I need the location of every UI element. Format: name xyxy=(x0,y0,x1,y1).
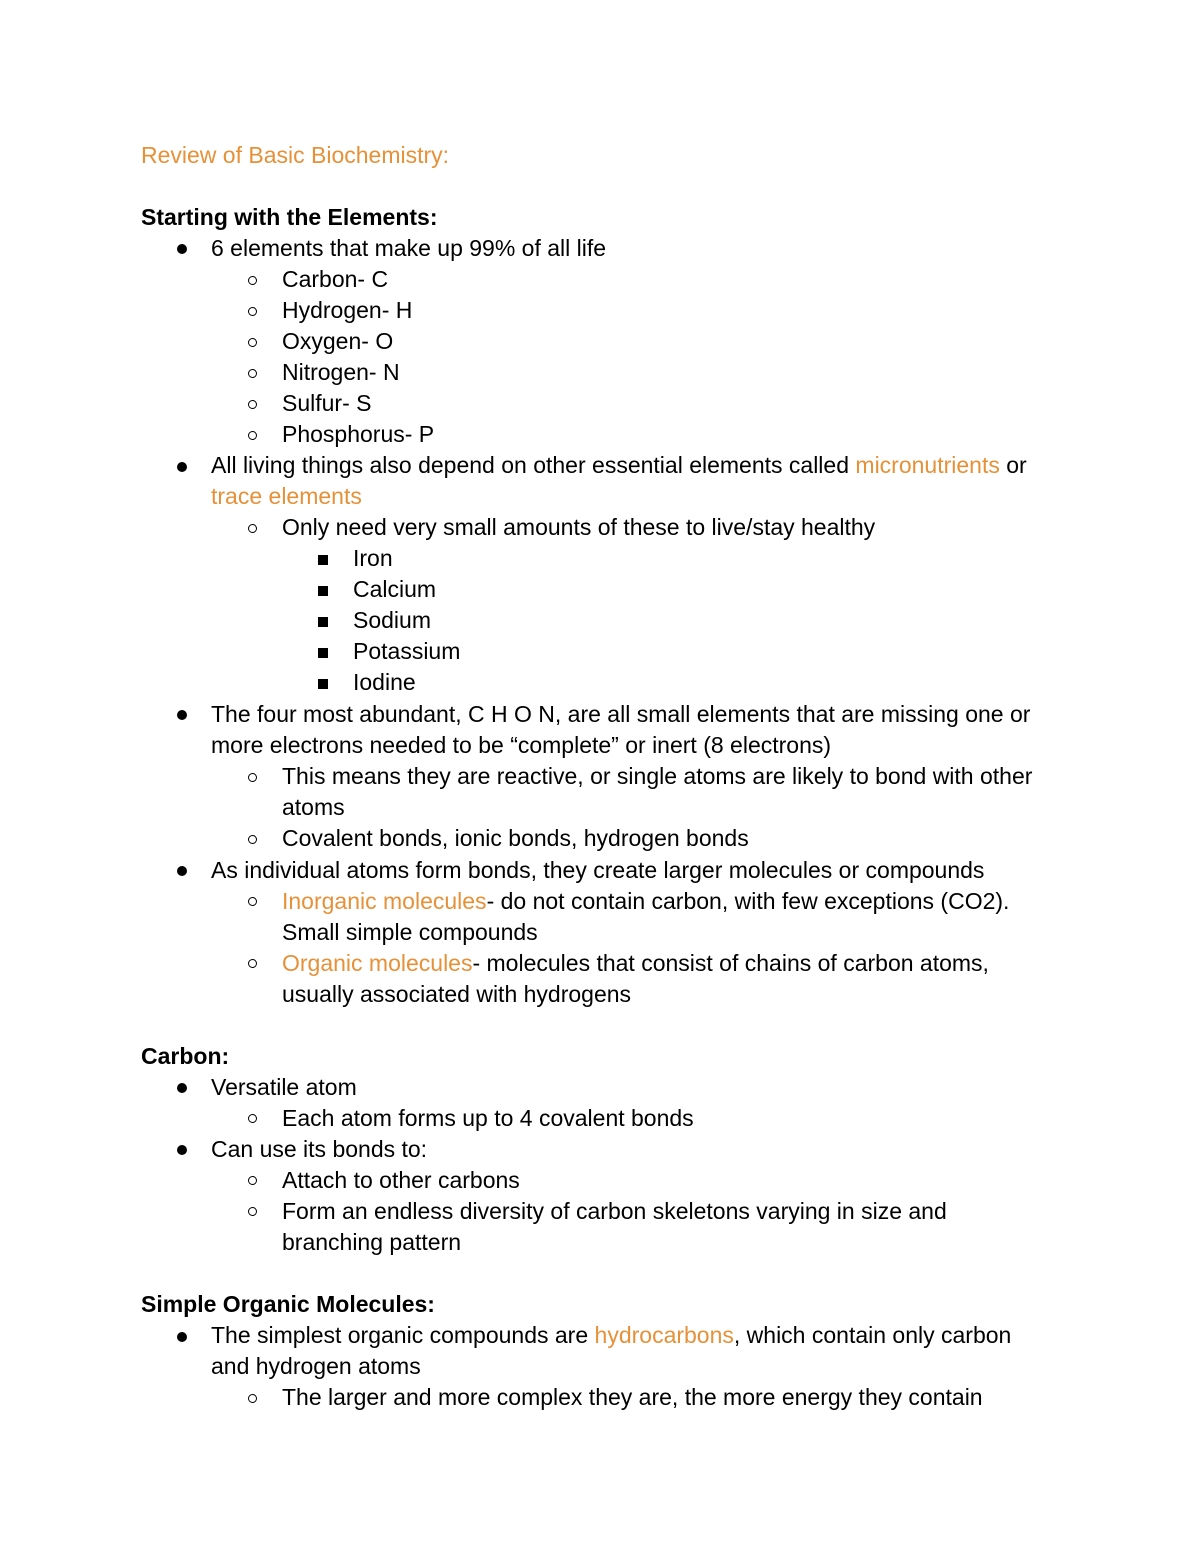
bullet-circle xyxy=(248,1207,257,1216)
highlight-term: hydrocarbons xyxy=(594,1322,734,1348)
list-item-continuation: usually associated with hydrogens xyxy=(282,981,632,1007)
list-item: Carbon- C xyxy=(282,266,389,292)
list-item-continuation: branching pattern xyxy=(282,1229,462,1255)
list-item: Form an endless diversity of carbon skeletons varying in size and xyxy=(282,1198,947,1224)
list-item: As individual atoms form bonds, they create larger molecules or compounds xyxy=(211,857,985,883)
bullet-circle xyxy=(248,1394,257,1403)
highlight-term: trace elements xyxy=(211,483,362,509)
document-title: Review of Basic Biochemistry: xyxy=(141,142,450,168)
bullet-circle xyxy=(248,431,257,440)
bullet-square xyxy=(318,555,328,565)
bullet-disc xyxy=(177,244,187,254)
bullet-square xyxy=(318,648,328,658)
highlight-term: Organic molecules xyxy=(282,950,473,976)
list-item-continuation: atoms xyxy=(282,794,345,820)
bullet-circle xyxy=(248,338,257,347)
list-item: Hydrogen- H xyxy=(282,297,413,323)
list-item-continuation: more electrons needed to be “complete” or inert (8 electrons) xyxy=(211,732,832,758)
list-item: Covalent bonds, ionic bonds, hydrogen bonds xyxy=(282,825,749,851)
text-run: All living things also depend on other essential elements called xyxy=(211,452,856,478)
bullet-circle xyxy=(248,369,257,378)
list-item: Calcium xyxy=(353,576,437,602)
list-item xyxy=(211,450,1027,481)
bullet-circle xyxy=(248,1114,257,1123)
list-item: Each atom forms up to 4 covalent bonds xyxy=(282,1105,694,1131)
list-item: Potassium xyxy=(353,638,461,664)
list-item: 6 elements that make up 99% of all life xyxy=(211,235,607,261)
bullet-disc xyxy=(177,1083,187,1093)
list-item: The larger and more complex they are, the more energy they contain xyxy=(282,1384,983,1410)
list-item: Attach to other carbons xyxy=(282,1167,520,1193)
bullet-disc xyxy=(177,1145,187,1155)
bullet-circle xyxy=(248,276,257,285)
list-item xyxy=(282,948,989,979)
list-item-continuation: Small simple compounds xyxy=(282,919,538,945)
text-run: - molecules that consist of chains of carbon atoms, xyxy=(472,950,989,976)
list-item: The four most abundant, C H O N, are all small elements that are missing one or xyxy=(211,701,1031,727)
text-run: The simplest organic compounds are xyxy=(211,1322,595,1348)
bullet-circle xyxy=(248,835,257,844)
section-heading-elements: Starting with the Elements: xyxy=(141,204,438,230)
bullet-disc xyxy=(177,710,187,720)
list-item: Iodine xyxy=(353,669,416,695)
list-item-continuation: and hydrogen atoms xyxy=(211,1353,421,1379)
list-item xyxy=(211,1320,1011,1351)
bullet-circle xyxy=(248,773,257,782)
bullet-disc xyxy=(177,462,187,472)
section-heading-simple-organic: Simple Organic Molecules: xyxy=(141,1291,435,1317)
bullet-circle xyxy=(248,1176,257,1185)
bullet-square xyxy=(318,617,328,627)
list-item: Nitrogen- N xyxy=(282,359,400,385)
highlight-term: micronutrients xyxy=(855,452,1000,478)
bullet-square xyxy=(318,679,328,689)
list-item: Can use its bonds to: xyxy=(211,1136,428,1162)
bullet-disc xyxy=(177,1332,187,1342)
text-run: or xyxy=(999,452,1027,478)
bullet-circle xyxy=(248,524,257,533)
list-item: Phosphorus- P xyxy=(282,421,435,447)
list-item: This means they are reactive, or single atoms are likely to bond with other xyxy=(282,763,1033,789)
list-item: Oxygen- O xyxy=(282,328,394,354)
text-run: , which contain only carbon xyxy=(733,1322,1012,1348)
section-heading-carbon: Carbon: xyxy=(141,1043,230,1069)
list-item: Iron xyxy=(353,545,393,571)
highlight-term: Inorganic molecules xyxy=(282,888,487,914)
bullet-circle xyxy=(248,897,257,906)
list-item: Versatile atom xyxy=(211,1074,357,1100)
bullet-circle xyxy=(248,959,257,968)
text-run: - do not contain carbon, with few exceptions (CO2). xyxy=(486,888,1010,914)
bullet-square xyxy=(318,586,328,596)
list-item: Sulfur- S xyxy=(282,390,372,416)
bullet-disc xyxy=(177,866,187,876)
list-item: Sodium xyxy=(353,607,431,633)
bullet-circle xyxy=(248,307,257,316)
list-item xyxy=(282,886,1009,917)
list-item: Only need very small amounts of these to live/stay healthy xyxy=(282,514,876,540)
bullet-circle xyxy=(248,400,257,409)
